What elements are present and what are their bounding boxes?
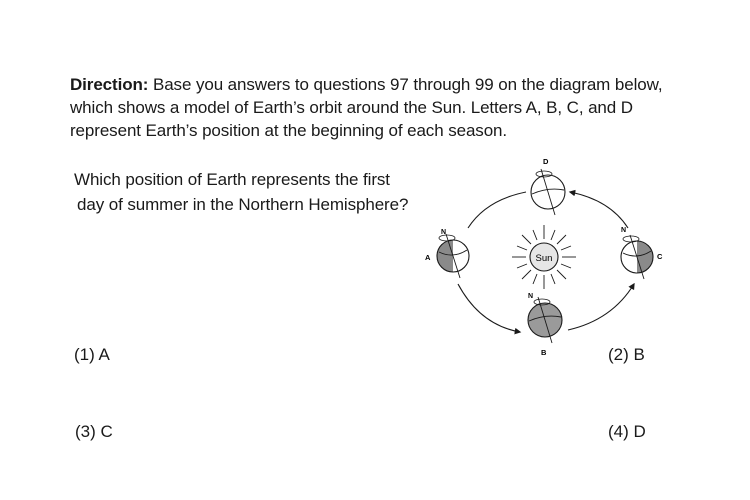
- earth-position-d: [531, 169, 565, 215]
- earth-c-night-side: [637, 241, 653, 273]
- orbit-arrow-d-to-a: [468, 192, 526, 228]
- earth-a-north-label: N: [441, 229, 447, 236]
- sun: [512, 225, 576, 289]
- sun-label: Sun: [535, 253, 553, 264]
- earth-orbit-diagram: [410, 150, 680, 365]
- direction-text: Base you answers to questions 97 through 99 on the diagram below, which shows a model of Earth’s orbit around the Sun. Letters A, B, C, and D represent Earth’s position at the beginning of each season.: [70, 75, 663, 140]
- earth-b-north-label: N: [528, 293, 534, 300]
- earth-position-b: [528, 293, 562, 343]
- position-label-c: C: [657, 252, 663, 261]
- question-line-1: Which position of Earth represents the first: [74, 170, 390, 189]
- earth-position-a: [437, 229, 469, 278]
- question-line-2: day of summer in the Northern Hemisphere?: [77, 195, 409, 214]
- orbit-arrow-b-to-c: [568, 284, 634, 330]
- direction-label: Direction:: [70, 75, 149, 94]
- orbit-arrow-c-to-d: [570, 192, 628, 228]
- choice-3[interactable]: (3) C: [75, 422, 113, 441]
- position-label-d: D: [543, 157, 549, 166]
- choice-1[interactable]: (1) A: [74, 345, 110, 364]
- earth-a-night-side: [437, 240, 453, 272]
- direction-paragraph: [70, 73, 680, 142]
- position-label-a: A: [425, 253, 431, 262]
- position-label-b: B: [541, 348, 547, 357]
- choice-2[interactable]: (2) B: [608, 345, 645, 364]
- orbit-arrow-a-to-b: [458, 284, 520, 332]
- choice-4[interactable]: (4) D: [608, 422, 646, 441]
- earth-c-north-label: N: [621, 227, 627, 234]
- earth-position-c: [621, 227, 653, 279]
